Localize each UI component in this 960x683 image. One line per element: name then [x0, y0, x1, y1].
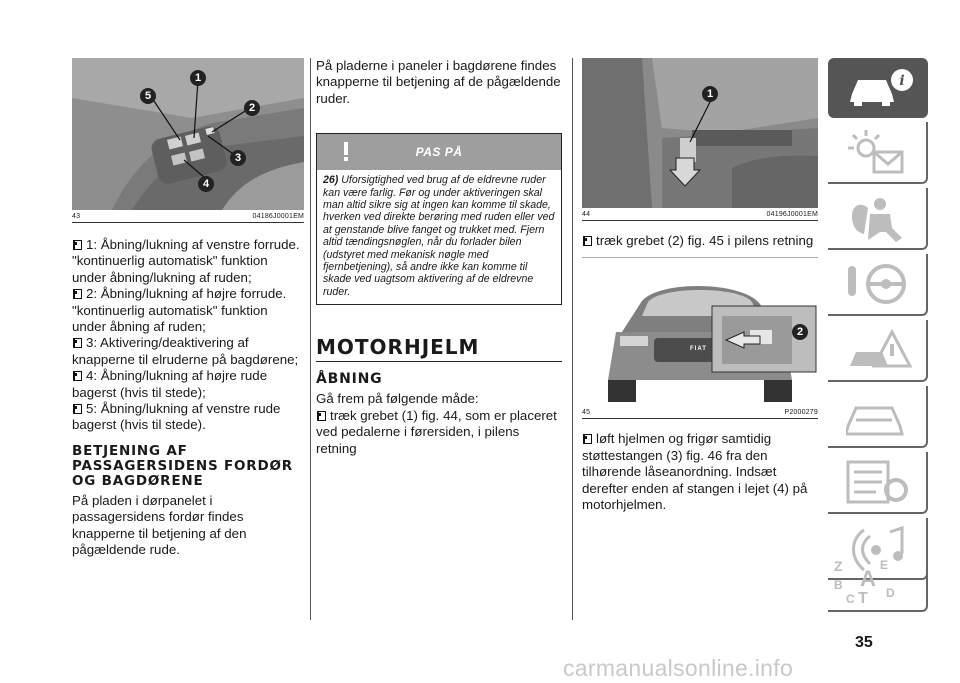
- middle-column: [316, 58, 562, 457]
- tab-maintenance[interactable]: [828, 386, 928, 448]
- bullet-icon: [72, 338, 82, 348]
- svg-text:i: i: [899, 73, 905, 89]
- figure-number: 43: [72, 213, 81, 220]
- callout-1: 1: [190, 70, 206, 86]
- tab-safety[interactable]: [828, 188, 928, 250]
- callout-4: 4: [198, 176, 214, 192]
- figure-number: 45: [582, 409, 591, 417]
- list-item: 5: Åbning/lukning af venstre rude bagerst (hvis til stede).: [72, 401, 281, 433]
- warning-lights-icon: [846, 128, 916, 178]
- watermark: carmanualsonline.info: [563, 655, 794, 681]
- steering-wheel-icon: [846, 260, 916, 310]
- bullet-icon: [582, 434, 592, 444]
- callout-3: 3: [230, 150, 246, 166]
- figure-caption: [582, 211, 818, 218]
- column-divider: [310, 58, 311, 620]
- list-item: træk grebet (2) fig. 45 i pilens retning: [582, 233, 818, 249]
- figure-44-release-lever: [582, 58, 818, 208]
- release-lever-illustration: [582, 58, 818, 208]
- bullet-icon: [72, 371, 82, 381]
- switch-list: [72, 237, 304, 434]
- figure-caption: [582, 409, 818, 416]
- figure-code: 04186J0001EM: [252, 213, 304, 220]
- caption-rule: [72, 222, 304, 223]
- maintenance-car-icon: [846, 392, 916, 442]
- seat-safety-icon: [846, 194, 916, 244]
- technical-data-icon: [846, 458, 916, 508]
- bullet-icon: [72, 289, 82, 299]
- caption-rule: [582, 220, 818, 221]
- caption-rule: [582, 418, 818, 419]
- callout-2: 2: [792, 324, 808, 340]
- list-item: træk grebet (1) fig. 44, som er placeret ved pedalerne i førersiden, i pilens retning: [316, 407, 557, 456]
- section-text: På pladen i dørpanelet i passagersidens fordør findes knapperne til betjening af den pågældende rude.: [72, 492, 247, 558]
- warning-title: PAS PÅ: [415, 145, 463, 160]
- figure-caption: [72, 213, 304, 220]
- figure-code: P2000279: [784, 409, 818, 417]
- right-column: [582, 58, 818, 513]
- callout-2: 2: [244, 100, 260, 116]
- figure-code: 04196J0001EM: [766, 211, 818, 218]
- bullet-icon: [72, 404, 82, 414]
- tab-index[interactable]: Z E A B C T D: [828, 556, 928, 612]
- figure-43-door-switch-panel: [72, 58, 304, 210]
- figure-number: 44: [582, 211, 591, 218]
- list-item: løft hjelmen og frigør samtidig støttestangen (3) fig. 46 fra den tilhørende låseanordning. Indsæt derefter enden af stangen i lejet (4) på motorhjelmen.: [582, 431, 808, 513]
- intro-text: På pladerne i paneler i bagdørene findes knapperne til betjening af de pågældende ruder.: [316, 58, 561, 106]
- door-panel-illustration: [72, 58, 304, 210]
- chapter-title: MOTORHJELM: [316, 335, 562, 362]
- bullet-icon: [72, 240, 82, 250]
- figure-45-hood-lever: [582, 272, 818, 406]
- list-item: 3: Aktivering/deaktivering af knapperne til elruderne på bagdørene;: [72, 335, 299, 367]
- warning-box: [316, 133, 562, 305]
- tab-starting-driving[interactable]: [828, 254, 928, 316]
- section-heading: ÅBNING: [316, 371, 383, 388]
- warning-text: 26) Uforsigtighed ved brug af de eldrevne ruder kan være farlig. Før og under aktiveringen skal man altid sikre sig at ingen kan komme til skade, hverken ved direkte berøring med ruden eller ved at genstande blive fanget og trukket med. Fjern altid tændingsnøglen, når du forlader bilen (udstyret med mekanisk nøgle med fjernbetjening), så andre ikke kan komme til skade ved uagtsom aktivering af de eldrevne ruder.: [323, 174, 555, 298]
- tab-technical-data[interactable]: [828, 452, 928, 514]
- divider: [582, 257, 818, 258]
- warning-header: [317, 134, 561, 170]
- emergency-icon: [846, 326, 916, 376]
- left-column: [72, 58, 304, 559]
- list-item: 4: Åbning/lukning af højre rude bagerst (hvis til stede);: [72, 368, 268, 400]
- section-text: Gå frem på følgende måde:: [316, 391, 479, 407]
- page-number: 35: [855, 634, 873, 651]
- bullet-icon: [316, 411, 326, 421]
- brand-logo: FIAT: [690, 346, 707, 353]
- car-front-illustration: [582, 272, 818, 406]
- callout-1: 1: [702, 86, 718, 102]
- tab-warning-lights[interactable]: [828, 122, 928, 184]
- column-divider: [572, 58, 573, 620]
- callout-5: 5: [140, 88, 156, 104]
- tab-vehicle-info[interactable]: [828, 58, 928, 118]
- warning-ref: 26): [323, 174, 339, 187]
- list-item: 1: Åbning/lukning af venstre forrude. "kontinuerlig automatisk" funktion under åbning/lukning af ruden;: [72, 237, 300, 285]
- section-heading: BETJENING AF PASSAGERSIDENS FORDØR OG BAGDØRENE: [72, 442, 293, 489]
- bullet-icon: [582, 236, 592, 246]
- list-item: 2: Åbning/lukning af højre forrude. "kontinuerlig automatisk" funktion under åbning af ruden;: [72, 286, 287, 335]
- tab-emergency[interactable]: [828, 320, 928, 382]
- car-info-icon: [846, 64, 916, 112]
